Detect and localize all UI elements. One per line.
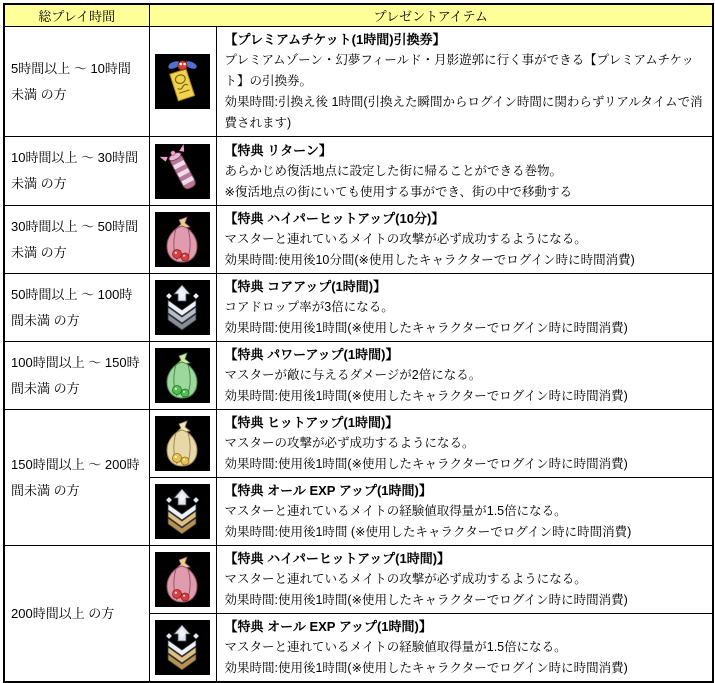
playtime-gift-table <box>3 3 714 683</box>
item-icon-cell <box>149 27 216 137</box>
header-present-item: プレゼントアイテム <box>149 4 713 27</box>
item-desc-line: あらかじめ復活地点に設定した街に帰ることができる巻物。 <box>224 163 563 178</box>
tier-time-100-150h: 100時間以上 ～ 150時間未満 の方 <box>4 342 149 410</box>
item-description-cell <box>216 546 713 614</box>
table-header-row <box>4 4 713 27</box>
item-desc-line: マスターと連れているメイトの攻撃が必ず成功するようになる。 <box>224 232 587 246</box>
item-title: 【特典 ヒットアップ(1時間)】 <box>224 415 399 430</box>
item-title: 【特典 ハイパーヒットアップ(10分)】 <box>224 211 445 226</box>
item-desc-line: コアドロップ率が3倍になる。 <box>224 300 394 314</box>
item-icon-cell <box>149 614 216 683</box>
core-up-badge-icon <box>155 280 210 335</box>
table-row <box>4 342 713 410</box>
item-effect-line: 効果時間:使用後1時間(※使用したキャラクターでログイン時に時間消費) <box>224 661 628 675</box>
item-title: 【特典 オール EXP アップ(1時間)】 <box>224 619 432 634</box>
item-effect-line: 効果時間:使用後1時間 (※使用したキャラクターでログイン時に時間消費) <box>224 525 632 539</box>
all-exp-up-badge-icon <box>155 620 210 675</box>
hyper-hit-up-bag-icon <box>155 552 210 607</box>
item-title: 【プレミアムチケット(1時間)引換券】 <box>224 32 446 47</box>
tier-time-5-10h: 5時間以上 ～ 10時間未満 の方 <box>4 27 149 137</box>
item-title: 【特典 コアアップ(1時間)】 <box>224 279 387 294</box>
return-scroll-icon <box>155 144 210 199</box>
all-exp-up-badge-icon <box>155 484 210 539</box>
item-description-cell <box>216 342 713 410</box>
item-desc-line: マスターと連れているメイトの経験値取得量が1.5倍になる。 <box>224 504 567 518</box>
table-row <box>4 546 713 614</box>
premium-ticket-icon <box>155 54 210 109</box>
item-description-cell <box>216 206 713 274</box>
hyper-hit-up-bag-icon <box>155 212 210 267</box>
table-row <box>4 274 713 342</box>
tier-time-200h-plus: 200時間以上 の方 <box>4 546 149 683</box>
item-icon-cell <box>149 546 216 614</box>
item-description-cell <box>216 410 713 478</box>
table-row <box>4 27 713 137</box>
table-row <box>4 206 713 274</box>
item-desc-line: マスターの攻撃が必ず成功するようになる。 <box>224 436 475 450</box>
header-total-playtime: 総プレイ時間 <box>4 4 149 27</box>
table-row <box>4 137 713 206</box>
item-title: 【特典 ハイパーヒットアップ(1時間)】 <box>224 551 451 566</box>
item-effect-line: 効果時間:使用後1時間(※使用したキャラクターでログイン時に時間消費) <box>224 321 628 335</box>
item-title: 【特典 リターン】 <box>224 142 332 158</box>
item-description-cell <box>216 274 713 342</box>
tier-time-30-50h: 30時間以上 ～ 50時間未満 の方 <box>4 206 149 274</box>
tier-time-150-200h: 150時間以上 ～ 200時間未満 の方 <box>4 410 149 546</box>
item-desc-line: マスターと連れているメイトの経験値取得量が1.5倍になる。 <box>224 640 567 654</box>
item-effect-line: 効果時間:使用後1時間(※使用したキャラクターでログイン時に時間消費) <box>224 389 628 403</box>
item-effect-line: 効果時間:使用後1時間(※使用したキャラクターでログイン時に時間消費) <box>224 593 628 607</box>
item-description-cell <box>216 27 713 137</box>
tier-time-50-100h: 50時間以上 ～ 100時間未満 の方 <box>4 274 149 342</box>
item-desc-line: プレミアムゾーン・幻夢フィールド・月影遊郭に行く事ができる【プレミアムチケット】の引換券。 <box>224 53 694 88</box>
item-effect-line: 効果時間:引換え後 1時間(引換えた瞬間からログイン時間に関わらずリアルタイムで消費されます) <box>224 95 703 130</box>
item-note-line: ※復活地点の街にいても使用する事ができ、街の中で移動する <box>224 184 572 199</box>
item-desc-line: マスターと連れているメイトの攻撃が必ず成功するようになる。 <box>224 572 587 586</box>
item-description-cell <box>216 137 713 206</box>
tier-time-10-30h: 10時間以上 ～ 30時間未満 の方 <box>4 137 149 206</box>
item-icon-cell <box>149 206 216 274</box>
item-effect-line: 効果時間:使用後1時間(※使用したキャラクターでログイン時に時間消費) <box>224 457 628 471</box>
item-icon-cell <box>149 342 216 410</box>
item-description-cell <box>216 478 713 546</box>
item-desc-line: マスターが敵に与えるダメージが2倍になる。 <box>224 368 482 382</box>
item-icon-cell <box>149 137 216 206</box>
item-icon-cell <box>149 274 216 342</box>
hit-up-bag-icon <box>155 416 210 471</box>
item-icon-cell <box>149 478 216 546</box>
item-title: 【特典 オール EXP アップ(1時間)】 <box>224 483 432 498</box>
item-effect-line: 効果時間:使用後10分間(※使用したキャラクターでログイン時に時間消費) <box>224 253 635 267</box>
item-description-cell <box>216 614 713 683</box>
item-title: 【特典 パワーアップ(1時間)】 <box>224 347 399 362</box>
item-icon-cell <box>149 410 216 478</box>
table-row <box>4 410 713 478</box>
power-up-bag-icon <box>155 348 210 403</box>
